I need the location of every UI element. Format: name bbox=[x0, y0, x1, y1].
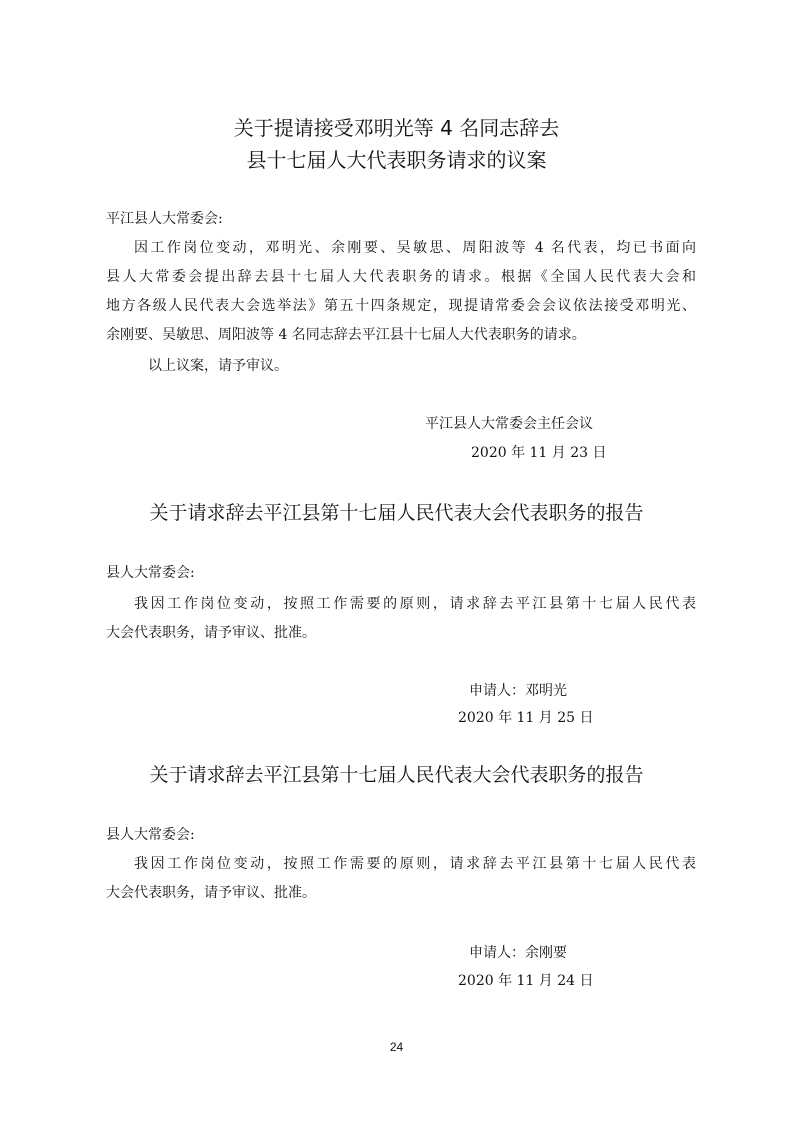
page-number: 24 bbox=[389, 1040, 404, 1054]
report-2-salutation: 县人大常委会: bbox=[106, 827, 195, 843]
report-2-body-line: 我因工作岗位变动，按照工作需要的原则，请求辞去平江县第十七届人民代表 bbox=[134, 856, 696, 872]
report-2-body-line: 大会代表职务，请予审议、批准。 bbox=[106, 885, 316, 901]
proposal-title-line-2: 县十七届人大代表职务请求的议案 bbox=[246, 148, 547, 172]
report-2-applicant: 申请人：余刚要 bbox=[469, 945, 567, 961]
report-1-body bbox=[106, 590, 696, 648]
proposal-body-line: 县人大常委会提出辞去县十七届人大代表职务的请求。根据《全国人民代表大会和 bbox=[106, 269, 696, 285]
report-1-body-line: 大会代表职务，请予审议、批准。 bbox=[106, 625, 316, 641]
proposal-date: 2020 年 11 月 23 日 bbox=[471, 445, 607, 461]
report-2-date: 2020 年 11 月 24 日 bbox=[458, 973, 594, 989]
report-2-body bbox=[106, 850, 696, 908]
proposal-body bbox=[106, 234, 696, 350]
report-title-2: 关于请求辞去平江县第十七届人民代表大会代表职务的报告 bbox=[149, 764, 644, 786]
report-1-salutation: 县人大常委会: bbox=[106, 565, 195, 581]
proposal-body-line: 因工作岗位变动，邓明光、余刚要、吴敏思、周阳波等 4 名代表，均已书面向 bbox=[134, 240, 696, 256]
report-title-1: 关于请求辞去平江县第十七届人民代表大会代表职务的报告 bbox=[149, 502, 644, 524]
proposal-body-line: 地方各级人民代表大会选举法》第五十四条规定，现提请常委会会议依法接受邓明光、 bbox=[106, 298, 696, 314]
proposal-body-line: 余刚要、吴敏思、周阳波等 4 名同志辞去平江县十七届人大代表职务的请求。 bbox=[106, 327, 586, 343]
proposal-salutation: 平江县人大常委会: bbox=[106, 211, 223, 227]
report-1-applicant: 申请人：邓明光 bbox=[469, 683, 567, 699]
proposal-title-line-1: 关于提请接受邓明光等 4 名同志辞去 bbox=[233, 116, 560, 140]
proposal-closing: 以上议案，请予审议。 bbox=[148, 358, 288, 374]
proposal-signatory: 平江县人大常委会主任会议 bbox=[425, 416, 593, 432]
report-1-body-line: 我因工作岗位变动，按照工作需要的原则，请求辞去平江县第十七届人民代表 bbox=[134, 596, 696, 612]
report-1-date: 2020 年 11 月 25 日 bbox=[458, 710, 594, 726]
